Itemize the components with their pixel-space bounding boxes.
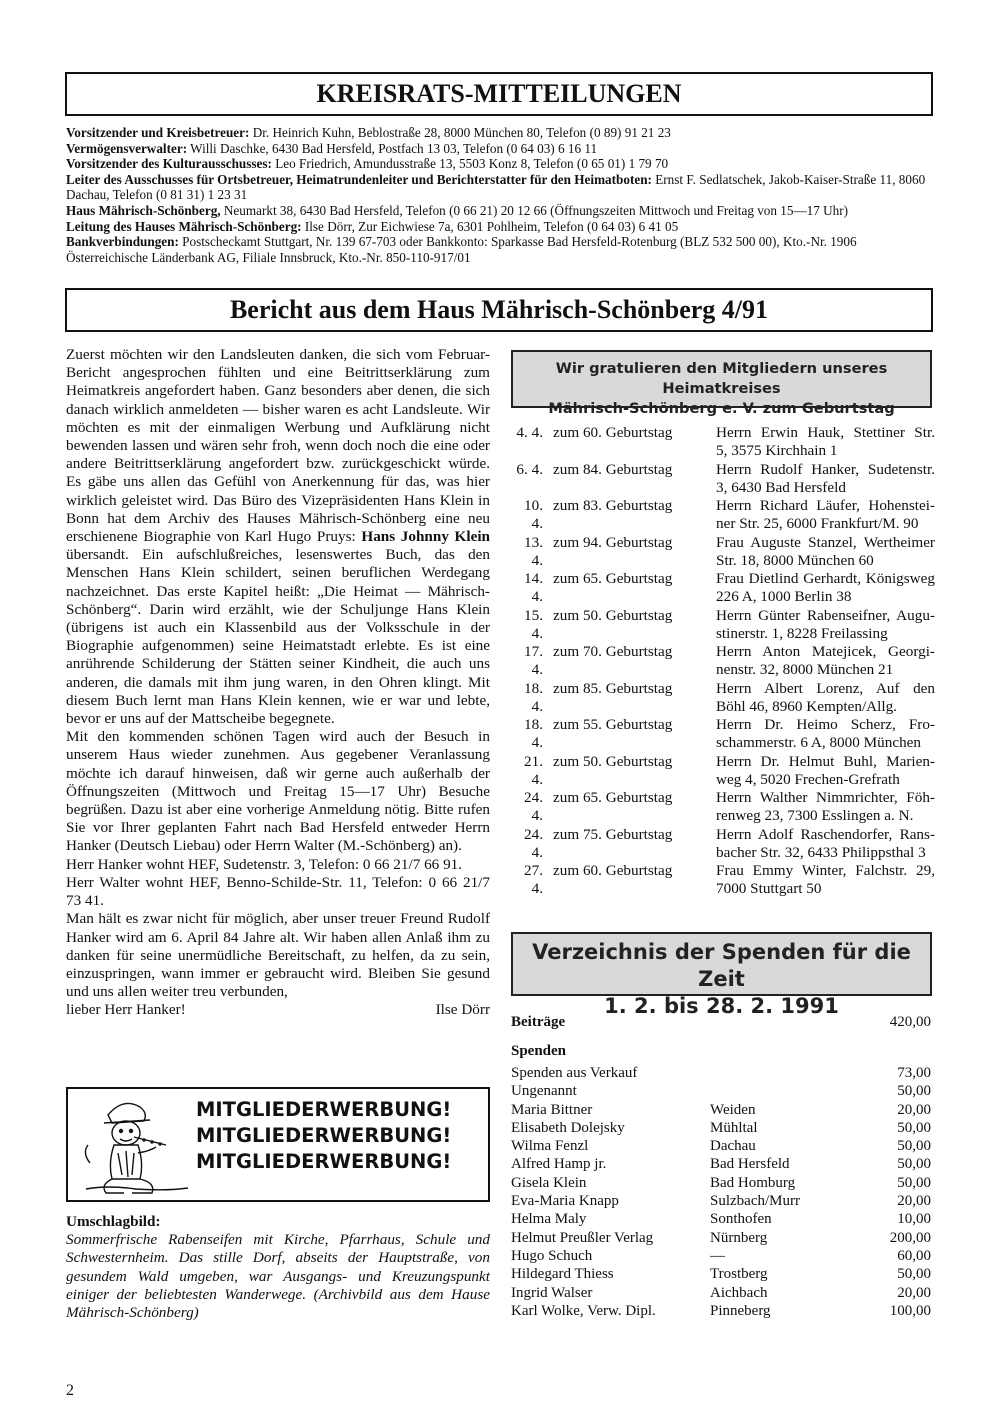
info-label: Haus Mährisch-Schönberg, xyxy=(66,202,221,218)
birthday-person: Herrn Anton Matejicek, Georgi- nenstr. 32, 8000 München 21 xyxy=(716,643,935,678)
donation-amount: 60,00 xyxy=(897,1247,931,1264)
donation-row xyxy=(511,1137,931,1155)
birthday-label: zum 65. Geburtstag xyxy=(553,789,673,806)
birthday-date: 4. 4. xyxy=(516,424,543,441)
report-paragraph: Herr Hanker wohnt HEF, Sudetenstr. 3, Telefon: 0 66 21/7 66 91. xyxy=(66,855,463,873)
birthday-label: zum 84. Geburtstag xyxy=(553,460,673,478)
donor-place: Bad Homburg xyxy=(710,1174,796,1191)
donation-row xyxy=(511,1174,931,1192)
birthday-date: 15. 4. xyxy=(524,606,543,642)
info-text: Postscheckamt Stuttgart, Nr. 139 67-703 oder Bankkonto: Sparkasse Bad Hersfeld-Rotenburg (BLZ 532 500 00), Kto.-Nr. 1906 Österreichische Länderbank AG, Filiale Innsbruck, Kto.-Nr. 850-110-917/01 xyxy=(66,234,857,265)
birthday-entry xyxy=(511,680,935,716)
info-line xyxy=(66,172,934,203)
donor-place: Pinneberg xyxy=(710,1302,771,1319)
donation-amount: 50,00 xyxy=(897,1174,931,1191)
donor-name: Ungenannt xyxy=(511,1083,577,1100)
birthday-entry xyxy=(511,497,935,533)
donation-row xyxy=(511,1284,931,1302)
donor-name: Wilma Fenzl xyxy=(511,1138,589,1155)
donation-row xyxy=(511,1192,931,1210)
donation-row xyxy=(511,1064,931,1082)
birthday-entry xyxy=(511,534,935,570)
birthday-entry xyxy=(511,753,935,789)
birthday-entry xyxy=(511,643,935,679)
report-paragraph: Herr Walter wohnt HEF, Benno-Schilde-Str. 11, Telefon: 0 66 21/7 73 41. xyxy=(66,873,490,910)
birthday-person: Herrn Rudolf Hanker, Sudetenstr. 3, 6430 Bad Hersfeld xyxy=(716,460,935,496)
donor-place: — xyxy=(710,1247,725,1264)
contact-info-block xyxy=(66,125,934,265)
donation-row xyxy=(511,1302,931,1320)
birthday-entry xyxy=(511,607,935,643)
donation-amount: 50,00 xyxy=(897,1138,931,1155)
birthday-entry xyxy=(511,789,935,825)
kreisrats-title xyxy=(65,72,933,116)
info-label: Leiter des Ausschusses für Ortsbetreuer, Heimatrundenleiter und Berichterstatter für den Heimatboten: xyxy=(66,171,652,187)
donor-place xyxy=(710,1064,851,1082)
info-text: Leo Friedrich, Amundusstraße 13, 5503 Konz 8, Telefon (0 65 01) 1 79 70 xyxy=(271,156,669,172)
donation-row xyxy=(511,1265,931,1283)
birthday-label: zum 85. Geburtstag xyxy=(553,679,673,697)
birthday-date: 18. 4. xyxy=(524,716,543,751)
birthday-person: Herrn Erwin Hauk, Stettiner Str. 5, 3575 Kirchhain 1 xyxy=(716,424,935,459)
info-line xyxy=(66,234,934,265)
donor-name: Helma Maly xyxy=(511,1211,587,1228)
report-paragraph: Zuerst möchten wir den Landsleuten danken, die sich vom Februar-Bericht angesprochen fühlten und eine Beitrittserklärung zum Heimatkreis angefordert haben. Ganz besonders aber denen, die sich danach wirklich anmeldeten — bisher waren es acht Landsleute. Wir möchten es mit der einmaligen Werbung und Aufklärung nicht bewenden lassen und wären sehr froh, wenn doch noch die eine oder andere Beitrittserklärung angefordert bzw. zurückgeschickt würde. Es gäbe uns allen das Gefühl von Anerkennung für das, was hier wirklich geleistet wird. Das Büro des Vizepräsidenten Hans Klein in Bonn hat dem Archiv des Hauses Mährisch-Schönberg eine neu erschienene Biographie von Karl Hugo Pruys: Hans Johnny Klein übersandt. Ein aufschlußreiches, lesenswertes Buch, das den Menschen Hans Klein schildert, seinen beruflichen Werdegang nachzeichnet. Das erste Kapitel heißt: „Die Heimat — Mährisch-Schönberg“. Darin wird erzählt, wie der Schuljunge Hans Klein (übrigens ist auch ein Klassenbild aus der Volksschule in der Biographie aufgenommen) seine Heimatstadt erlebte. Es ist eine anrührende Schilderung der Stätten seiner Kindheit, die auch uns anderen, die damals mit ihm jung waren, in den Ohren klingt. Mit diesem Buch lernt man Hans Klein kennen, wie er war und lebte, bevor er uns auf der Mattscheibe begegnete. xyxy=(66,346,490,728)
info-text: Willi Daschke, 6430 Bad Hersfeld, Postfach 13 03, Telefon (0 64 03) 6 16 11 xyxy=(187,140,598,156)
donations-heading: Verzeichnis der Spenden für die Zeit 1. 2. bis 28. 2. 1991 xyxy=(511,932,932,996)
donation-amount: 100,00 xyxy=(889,1302,931,1319)
donation-amount: 20,00 xyxy=(897,1101,931,1118)
signature: Ilse Dörr xyxy=(435,1001,490,1019)
donation-row xyxy=(511,1119,931,1137)
donation-amount: 200,00 xyxy=(889,1229,931,1246)
birthday-date: 24. 4. xyxy=(524,825,543,861)
info-line xyxy=(66,125,934,141)
donor-place: Nürnberg xyxy=(710,1229,768,1246)
donation-amount: 20,00 xyxy=(897,1193,931,1210)
donation-amount: 10,00 xyxy=(897,1211,931,1228)
birthday-label: zum 70. Geburtstag xyxy=(553,643,673,660)
donor-name: Helmut Preußler Verlag xyxy=(511,1229,654,1246)
report-title-text: Bericht aus dem Haus Mährisch-Schönberg 4/91 xyxy=(229,295,769,324)
page-number: 2 xyxy=(66,1382,74,1399)
donor-place: Dachau xyxy=(710,1138,756,1155)
birthday-date: 17. 4. xyxy=(524,643,543,678)
donor-place xyxy=(710,1082,851,1100)
donor-name: Eva-Maria Knapp xyxy=(511,1193,619,1210)
info-line xyxy=(66,156,934,172)
donor-name: Gisela Klein xyxy=(511,1174,587,1191)
report-paragraph: Man hält es zwar nicht für möglich, aber unser treuer Freund Rudolf Hanker wird am 6. April 84 Jahre alt. Wir haben allen Anlaß ihm zu danken für seine unermüdliche Bereitschaft, zu helfen, da zu sein, einzuspringen, wann immer er gebraucht wird. Bleiben Sie gesund und uns allen weiter treu verbunden, xyxy=(66,910,490,1001)
birthday-person: Herrn Adolf Raschendorfer, Rans- bacher Str. 32, 6433 Philippsthal 3 xyxy=(716,825,935,861)
birthday-person: Herrn Dr. Heimo Scherz, Fro- schammerstr. 6 A, 8000 München xyxy=(716,716,935,751)
info-text: Neumarkt 38, 6430 Bad Hersfeld, Telefon (0 66 21) 20 12 66 (Öffnungszeiten Mittwoch und Freitag von 15—17 Uhr) xyxy=(220,202,849,218)
musician-illustration-icon xyxy=(78,1093,193,1198)
cover-caption xyxy=(66,1213,490,1322)
donation-row xyxy=(511,1247,931,1265)
birthday-label: zum 55. Geburtstag xyxy=(553,716,673,733)
signature-line: lieber Herr Hanker! Ilse Dörr xyxy=(66,1001,490,1019)
birthday-date: 18. 4. xyxy=(524,679,543,715)
donation-amount: 50,00 xyxy=(897,1083,931,1100)
birthday-date: 13. 4. xyxy=(524,533,543,569)
kreisrats-title-text: KREISRATS-MITTEILUNGEN xyxy=(316,79,682,108)
info-label: Bankverbindungen: xyxy=(66,234,179,250)
donation-row xyxy=(511,1082,931,1100)
donation-amount: 50,00 xyxy=(897,1266,931,1283)
birthday-date: 27. 4. xyxy=(524,862,543,897)
info-label: Leitung des Hauses Mährisch-Schönberg: xyxy=(66,218,302,234)
birthday-date: 14. 4. xyxy=(524,570,543,605)
birthday-heading: Wir gratulieren den Mitgliedern unseres Heimatkreises Mährisch-Schönberg e. V. zum Geburtstag xyxy=(511,350,932,408)
birthday-person: Herrn Günter Rabenseifner, Augu- stinerstr. 1, 8228 Freilassing xyxy=(716,606,935,642)
info-line xyxy=(66,203,934,219)
contributions-amount: 420,00 xyxy=(889,1014,931,1030)
cover-heading: Umschlagbild: xyxy=(66,1213,161,1230)
donor-name: Hildegard Thiess xyxy=(511,1266,614,1283)
birthday-person: Herrn Walther Nimmrichter, Föh- renweg 23, 7300 Esslingen a. N. xyxy=(716,789,935,824)
membership-ad xyxy=(66,1087,490,1202)
birthday-label: zum 60. Geburtstag xyxy=(553,862,673,879)
donor-place: Sonthofen xyxy=(710,1211,772,1228)
donation-amount: 50,00 xyxy=(897,1119,931,1136)
donations-list xyxy=(511,1064,931,1320)
birthday-date: 21. 4. xyxy=(524,752,543,788)
birthday-person: Frau Emmy Winter, Falchstr. 29, 7000 Stuttgart 50 xyxy=(716,862,935,897)
donor-name: Spenden aus Verkauf xyxy=(511,1065,638,1081)
report-title xyxy=(65,288,933,332)
membership-ad-text: MITGLIEDERWERBUNG! MITGLIEDERWERBUNG! MITGLIEDERWERBUNG! xyxy=(196,1098,452,1173)
contributions-label: Beiträge xyxy=(511,1014,566,1030)
birthday-label: zum 50. Geburtstag xyxy=(553,752,673,770)
info-text: Ilse Dörr, Zur Eichwiese 7a, 6301 Pohlheim, Telefon (0 64 03) 6 41 05 xyxy=(301,218,679,234)
birthday-person: Herrn Richard Läufer, Hohenstei- ner Str. 25, 6000 Frankfurt/M. 90 xyxy=(716,497,935,532)
birthday-entry xyxy=(511,826,935,862)
report-body xyxy=(66,346,490,1020)
birthday-person: Herrn Albert Lorenz, Auf den Böhl 46, 8960 Kempten/Allg. xyxy=(716,679,935,715)
birthday-person: Frau Auguste Stanzel, Wertheimer Str. 18, 8000 München 60 xyxy=(716,533,935,569)
donor-place: Bad Hersfeld xyxy=(710,1156,790,1173)
birthday-entry xyxy=(511,570,935,606)
donation-row xyxy=(511,1155,931,1173)
donation-amount: 20,00 xyxy=(897,1284,931,1301)
cover-caption-text: Sommerfrische Rabenseifen mit Kirche, Pfarrhaus, Schule und Schwesternheim. Das stille Dorf, abseits der Hauptstraße, von gesundem Wald umgeben, war Ausgangs- und Kreuzungspunkt einiger der beliebtesten Wanderwege. (Archivbild aus dem Hause Mährisch-Schönberg) xyxy=(66,1231,490,1322)
donor-place: Mühltal xyxy=(710,1119,758,1136)
info-label: Vermögensverwalter: xyxy=(66,140,188,156)
birthday-label: zum 75. Geburtstag xyxy=(553,825,673,843)
birthday-date: 10. 4. xyxy=(524,497,543,532)
donation-amount: 50,00 xyxy=(897,1156,931,1173)
birthday-entry xyxy=(511,424,935,460)
info-text: Dr. Heinrich Kuhn, Beblostraße 28, 8000 München 80, Telefon (0 89) 91 21 23 xyxy=(249,125,671,140)
contributions-row xyxy=(511,1014,931,1031)
birthday-label: zum 83. Geburtstag xyxy=(553,497,673,514)
birthday-label: zum 50. Geburtstag xyxy=(553,606,673,624)
donor-name: Ingrid Walser xyxy=(511,1284,593,1301)
donor-name: Hugo Schuch xyxy=(511,1247,593,1264)
info-line xyxy=(66,141,934,157)
birthday-label: zum 60. Geburtstag xyxy=(553,424,673,441)
info-line xyxy=(66,219,934,235)
birthday-label: zum 65. Geburtstag xyxy=(553,570,673,587)
birthday-date: 24. 4. xyxy=(524,789,543,824)
book-title: Hans Johnny Klein xyxy=(361,528,490,546)
info-label: Vorsitzender des Kulturausschusses: xyxy=(66,156,272,172)
donor-place: Weiden xyxy=(710,1101,756,1118)
birthday-entry xyxy=(511,716,935,752)
birthday-list xyxy=(511,424,935,898)
birthday-entry xyxy=(511,862,935,898)
donor-place: Trostberg xyxy=(710,1266,768,1283)
donation-row xyxy=(511,1101,931,1119)
donor-place: Aichbach xyxy=(710,1284,768,1301)
donor-name: Alfred Hamp jr. xyxy=(511,1156,607,1173)
donor-place: Sulzbach/Murr xyxy=(710,1193,800,1210)
info-label: Vorsitzender und Kreisbetreuer: xyxy=(66,125,250,140)
donation-amount: 73,00 xyxy=(897,1065,931,1081)
report-paragraph: Mit den kommenden schönen Tagen wird auch der Besuch in unserem Haus wieder zunehmen. Aus gegebener Veranlassung möchte ich darauf hinweisen, daß wir gerne auch außerhalb der Öffnungszeiten (Mittwoch und Freitag 15—17 Uhr) Besuche begrüßen. Dazu ist aber eine vorherige Anmeldung nötig. Bitte rufen Sie vor Ihrer geplanten Fahrt nach Bad Hersfeld entweder Herrn Hanker (Deutsch Liebau) oder Herrn Walter (M.-Schönberg) an). xyxy=(66,728,490,855)
birthday-label: zum 94. Geburtstag xyxy=(553,533,673,551)
birthday-date: 6. 4. xyxy=(516,460,543,478)
info-text: Ernst F. Sedlatschek, Jakob-Kaiser-Straße 11, 8060 Dachau, Telefon (0 81 31) 1 23 31 xyxy=(66,171,926,203)
birthday-entry xyxy=(511,461,935,497)
donor-name: Karl Wolke, Verw. Dipl. xyxy=(511,1302,656,1319)
donations-subheading: Spenden xyxy=(511,1043,567,1059)
donor-name: Elisabeth Dolejsky xyxy=(511,1119,625,1136)
birthday-person: Frau Dietlind Gerhardt, Königsweg 226 A, 1000 Berlin 38 xyxy=(716,570,935,605)
birthday-person: Herrn Dr. Helmut Buhl, Marien- weg 4, 5020 Frechen-Grefrath xyxy=(716,752,935,788)
donation-row xyxy=(511,1210,931,1228)
donation-row xyxy=(511,1229,931,1247)
donor-name: Maria Bittner xyxy=(511,1101,593,1118)
